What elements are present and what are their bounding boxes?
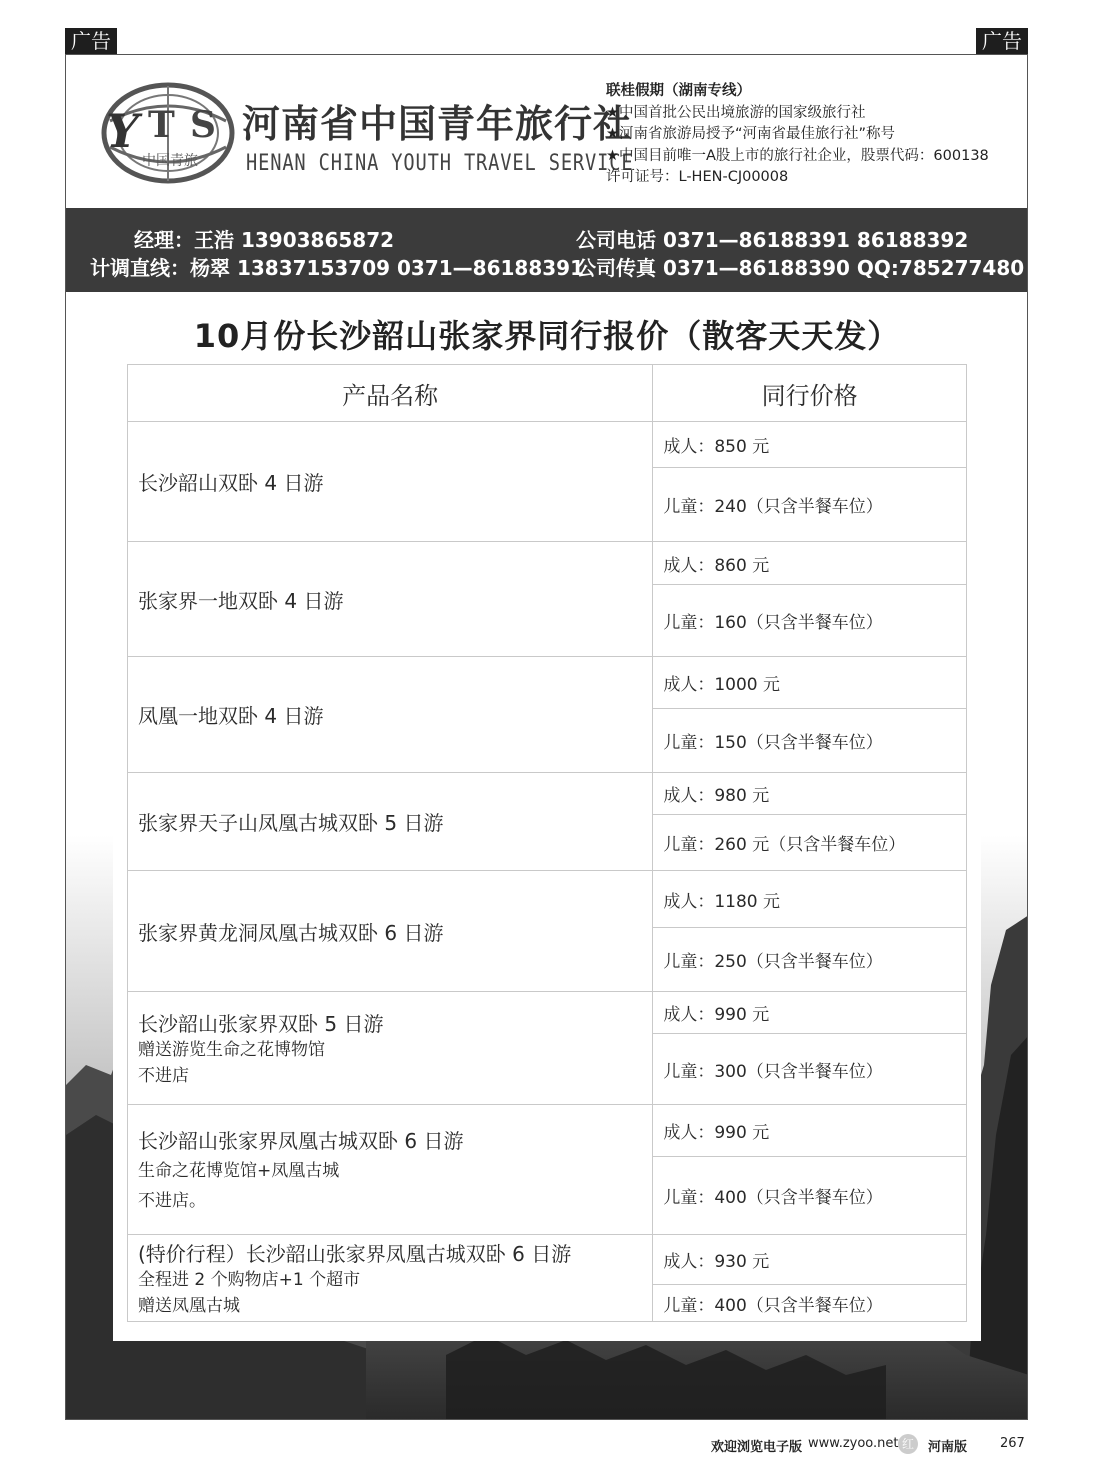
child-price: 儿童：300（只含半餐车位） (653, 1034, 967, 1105)
child-price: 儿童：160（只含半餐车位） (653, 585, 967, 657)
table-row (128, 773, 967, 815)
table-row (128, 992, 967, 1034)
product-name: 张家界黄龙洞凤凰古城双卧 6 日游 (138, 920, 444, 945)
product-name: 长沙韶山双卧 4 日游 (138, 471, 324, 495)
product-name: 张家界天子山凤凰古城双卧 5 日游 (138, 811, 444, 835)
ad-label-left: 广告 (65, 28, 117, 55)
product-note: 赠送凤凰古城 (138, 1295, 240, 1316)
company-info (606, 81, 1016, 189)
product-cell (128, 1105, 653, 1235)
company-name-cn: 河南省中国青年旅行社 (242, 102, 633, 146)
product-name: (特价行程）长沙韶山张家界凤凰古城双卧 6 日游 (138, 1241, 572, 1266)
child-price: 儿童：250（只含半餐车位） (653, 928, 967, 992)
product-name: 长沙韶山张家界凤凰古城双卧 6 日游 (138, 1129, 464, 1153)
info-heading: 联桂假期（湖南专线） (606, 83, 751, 99)
child-price: 儿童：260 元（只含半餐车位） (653, 815, 967, 871)
footer-welcome: 欢迎浏览电子版 (711, 1440, 803, 1455)
company-fax: 公司传真 0371—86188390 QQ:785277480 (576, 256, 1025, 280)
child-price: 儿童：240（只含半餐车位） (653, 468, 967, 542)
adult-price: 成人：850 元 (653, 422, 967, 468)
svg-text:T: T (148, 104, 175, 146)
manager-contact: 经理：王浩 13903865872 (134, 228, 395, 252)
child-price: 儿童：400（只含半餐车位） (653, 1157, 967, 1235)
adult-price: 成人：990 元 (653, 992, 967, 1034)
company-logo-icon (98, 81, 238, 186)
column-header-price: 同行价格 (653, 365, 967, 422)
company-phone: 公司电话 0371—86188391 86188392 (576, 228, 969, 252)
product-note: 生命之花博览馆+凤凰古城 (138, 1161, 340, 1181)
company-header (66, 55, 1028, 208)
product-cell (128, 422, 653, 542)
svg-text:S: S (190, 104, 216, 146)
page-number: 267 (1000, 1436, 1025, 1451)
product-cell (128, 773, 653, 871)
product-cell (128, 1235, 653, 1322)
info-line: ★中国首批公民出境旅游的国家级旅行社 (606, 104, 866, 121)
footer-site-link[interactable]: www.zyoo.net (808, 1436, 899, 1451)
footer-edition: 河南版 (928, 1440, 968, 1455)
child-price: 儿童：150（只含半餐车位） (653, 709, 967, 773)
adult-price: 成人：930 元 (653, 1235, 967, 1285)
product-cell (128, 992, 653, 1105)
advertisement-frame (65, 54, 1028, 1420)
info-line: ★河南省旅游局授予“河南省最佳旅行社”称号 (606, 126, 896, 142)
adult-price: 成人：1180 元 (653, 871, 967, 928)
company-name-en: HENAN CHINA YOUTH TRAVEL SERVICE (246, 151, 634, 176)
footer-badge-icon: 红 (898, 1434, 918, 1454)
product-cell (128, 871, 653, 992)
svg-text:Y: Y (106, 104, 139, 158)
table-row (128, 542, 967, 585)
product-note: 不进店。 (138, 1191, 206, 1211)
product-name: 长沙韶山张家界双卧 5 日游 (138, 1011, 384, 1036)
child-price: 儿童：400（只含半餐车位） (653, 1285, 967, 1322)
dispatch-contact: 计调直线：杨翠 13837153709 0371—86188391 (90, 256, 584, 280)
adult-price: 成人：860 元 (653, 542, 967, 585)
product-note: 不进店 (138, 1065, 189, 1086)
info-line: ★中国目前唯一A股上市的旅行社企业，股票代码：600138 (606, 147, 989, 164)
product-name: 凤凰一地双卧 4 日游 (138, 704, 324, 728)
ad-label-right: 广告 (976, 28, 1028, 55)
price-table (127, 364, 967, 1322)
license-number: 许可证号：L-HEN-CJ00008 (606, 169, 789, 185)
contact-bar (66, 208, 1028, 292)
column-header-product: 产品名称 (128, 365, 653, 422)
product-note: 全程进 2 个购物店+1 个超市 (138, 1269, 361, 1290)
table-row (128, 422, 967, 468)
page-title: 10月份长沙韶山张家界同行报价（散客天天发） (193, 317, 901, 355)
table-row (128, 1105, 967, 1157)
table-header-row (128, 365, 967, 422)
table-row (128, 871, 967, 928)
adult-price: 成人：990 元 (653, 1105, 967, 1157)
adult-price: 成人：1000 元 (653, 657, 967, 709)
product-cell (128, 657, 653, 773)
product-cell (128, 542, 653, 657)
product-name: 张家界一地双卧 4 日游 (138, 588, 344, 613)
price-panel (113, 293, 981, 1341)
table-row (128, 1235, 967, 1285)
table-row (128, 657, 967, 709)
product-note: 赠送游览生命之花博物馆 (138, 1039, 325, 1060)
svg-text:中国青旅: 中国青旅 (142, 153, 198, 169)
adult-price: 成人：980 元 (653, 773, 967, 815)
